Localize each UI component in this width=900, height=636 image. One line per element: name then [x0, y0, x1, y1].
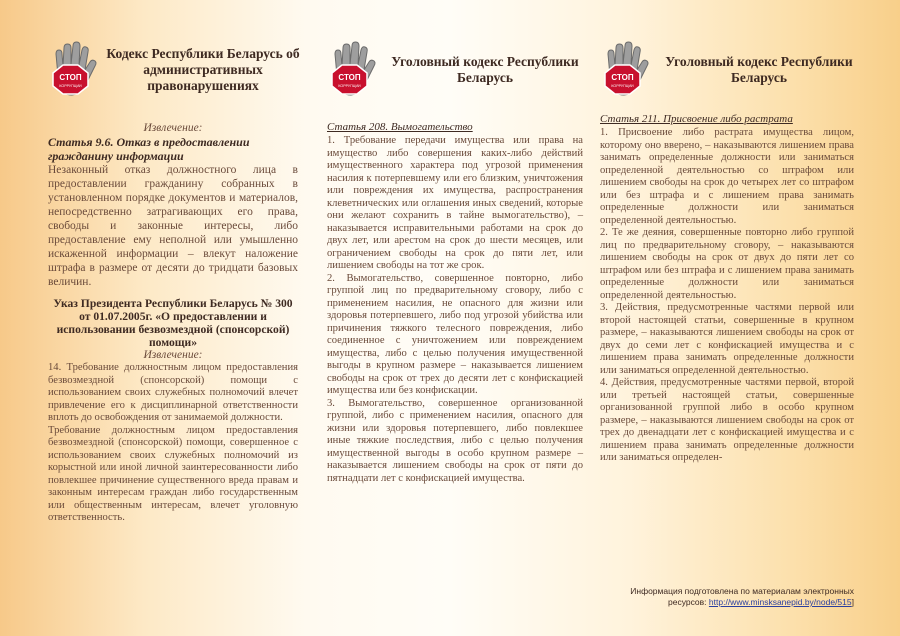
extract-label: Извлечение:: [143, 122, 203, 134]
article-paragraph-3: 3. Вымогательство, совершенное организованной группой, либо с применением насилия, опасного для жизни или здоровья потерпевшего, либо повлекшее иные тяжкие последствия, либо с целью получения имущественной выгоды в особо крупном размере – наказывается лишением свободы на срок от пяти до пятнадцати лет с конфискацией имущества.: [327, 397, 583, 484]
stop-badge-subtext: КОРРУПЦИИ: [611, 84, 634, 88]
stop-corruption-logo-icon: [327, 40, 377, 98]
article-title: Статья 211. Присвоение либо растрата: [600, 113, 793, 125]
source-footnote: [600, 586, 854, 608]
column-header: [600, 40, 854, 108]
article-paragraph-1: 1. Требование передачи имущества или права на имущество либо совершения каких-либо действий имущественного характера под угрозой применения насилия к потерпевшему или его близким, уничтожения или повреждения их имущества, распространения клеветнических или оглашения иных сведений, которые они желают сохранить в тайне вымогательство), – наказывается исправительными работами на срок до двух лет, или арестом на срок до шести месяцев, или ограничением свободы на срок до пяти лет, или лишением свободы на тот же срок.: [327, 135, 583, 271]
column-criminal-code-211: [600, 0, 854, 636]
column-body: [600, 113, 854, 465]
stop-corruption-logo-icon: [48, 40, 98, 98]
article-paragraph-3: 3. Действия, предусмотренные частями первой или второй настоящей статьи, совершенные в крупном размере, – наказываются лишением свободы на срок от двух до семи лет с конфискацией имущества и с лишением права занимать определенные должности или заниматься определенной деятельностью.: [600, 302, 854, 376]
article-text: Незаконный отказ должностного лица в предоставлении гражданину собранных в установленном порядке документов и материалов, непосредственно затрагивающих его права, свободы и законные интересы, либо предоставление ему неполной или умышленно искаженной информации – влекут наложение штрафа в размере от десяти до тридцати базовых величин.: [48, 164, 298, 288]
article-paragraph-1: 1. Присвоение либо растрата имущества лицом, которому оно вверено, – наказываются лишением права занимать определенные должности или заниматься определенной деятельностью со штрафом или лишением свободы на срок до четырех лет со штрафом или без штрафа и с лишением права занимать определенные должности или заниматься определенной деятельностью.: [600, 127, 854, 226]
article-paragraph-4: 4. Действия, предусмотренные частями первой, второй или третьей настоящей статьи, совершенные организованной группой либо в особо крупном размере, – наказываются лишением свободы на срок от трех до двенадцати лет с конфискацией имущества и с лишением права занимать определенные должности или заниматься определен-: [600, 377, 854, 463]
column-title: Уголовный кодекс Республики Беларусь: [391, 54, 579, 85]
stop-badge-subtext: КОРРУПЦИИ: [338, 84, 361, 88]
column-header: [327, 40, 583, 108]
column-title: Кодекс Республики Беларусь об административных правонарушениях: [106, 46, 300, 93]
column-header: [48, 40, 298, 108]
stop-badge-text: СТОП: [59, 73, 82, 82]
column-criminal-code-208: [327, 0, 583, 636]
footnote-text: Информация подготовлена по материалам электронных ресурсов:: [630, 586, 854, 607]
column-body: [48, 122, 298, 525]
decree-paragraph-1: 14. Требование должностным лицом предоставления безвозмездной (спонсорской) помощи с использованием своих служебных полномочий влечет привлечение его к дисциплинарной ответственности вплоть до освобождения от занимаемой должности.: [48, 362, 298, 423]
column-body: [327, 121, 583, 485]
stop-badge-text: СТОП: [338, 73, 361, 82]
decree-title: Указ Президента Республики Беларусь № 300 от 01.07.2005г. «О предоставлении и использовании безвозмездной (спонсорской) помощи»: [53, 297, 293, 349]
source-link[interactable]: http://www.minsksanepid.by/node/515: [708, 597, 852, 607]
article-paragraph-2: 2. Вымогательство, совершенное повторно, либо группой лиц по предварительному сговору, либо с применением насилия, не опасного для жизни или здоровья потерпевшего, либо под угрозой убийства или причинения тяжкого телесного повреждения, либо соединенное с уничтожением или повреждением имущества, либо с целью получения имущественной выгоды в крупном размере – наказывается лишением свободы на срок от трех до десяти лет с конфискацией имущества или без конфискации.: [327, 272, 583, 396]
decree-paragraph-2: Требование должностным лицом предоставления безвозмездной (спонсорской) помощи, совершенное с использованием своих служебных полномочий из корыстной или иной личной заинтересованности либо повлекшее причинение существенного вреда правам и законным интересам граждан либо государственным или общественным интересам, влечет уголовную ответственность.: [48, 424, 298, 523]
column-admin-code: [48, 0, 298, 636]
article-paragraph-2: 2. Те же деяния, совершенные повторно либо группой лиц по предварительному сговору, – наказываются лишением свободы на срок от двух до пяти лет со штрафом или без штрафа и с лишением права занимать определенные должности или заниматься определенной деятельностью.: [600, 227, 854, 301]
stop-badge-subtext: КОРРУПЦИИ: [59, 84, 82, 88]
stop-corruption-logo-icon: [600, 40, 650, 98]
footnote-closing: ]: [851, 597, 854, 607]
stop-badge-text: СТОП: [611, 73, 634, 82]
article-title: Статья 208. Вымогательство: [327, 121, 473, 133]
extract-label-2: Извлечение:: [143, 349, 203, 361]
article-title: Статья 9.6. Отказ в предоставлении гражданину информации: [48, 135, 250, 163]
column-title: Уголовный кодекс Республики Беларусь: [665, 54, 853, 85]
